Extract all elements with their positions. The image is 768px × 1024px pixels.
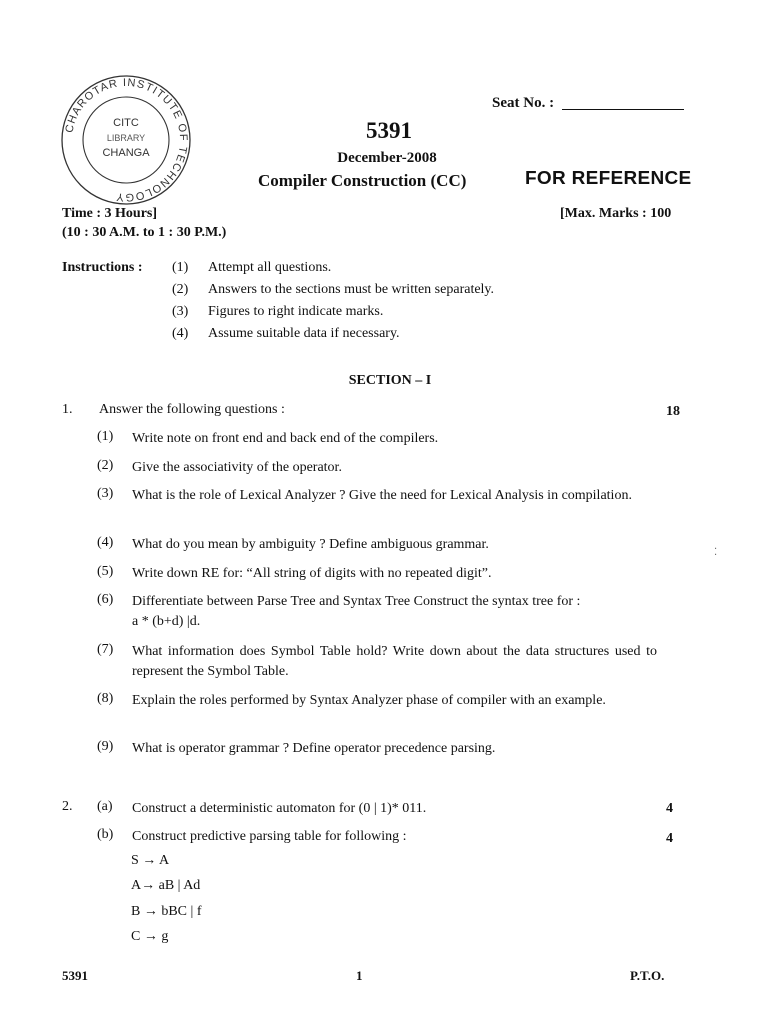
seat-label: Seat No. : bbox=[492, 95, 555, 111]
section-heading: SECTION – I bbox=[348, 373, 432, 388]
subject-title: Compiler Construction (CC) bbox=[258, 171, 467, 190]
stamp-line-1: CITC bbox=[113, 117, 139, 129]
stamp-ring-text: CHAROTAR INSTITUTE OF TECHNOLOGY bbox=[63, 76, 190, 204]
scan-speck: ⁚ bbox=[714, 547, 718, 558]
grammar-rule: B → bBC | f bbox=[131, 904, 202, 919]
question-text: Answer the following questions : bbox=[99, 402, 285, 417]
question-marks: 4 bbox=[666, 831, 673, 846]
reference-stamp: FOR REFERENCE bbox=[525, 168, 692, 189]
instructions-label: Instructions : bbox=[62, 260, 143, 275]
exam-date: December-2008 bbox=[337, 150, 437, 166]
exam-timing: (10 : 30 A.M. to 1 : 30 P.M.) bbox=[62, 225, 227, 240]
grammar-rule: C → g bbox=[131, 929, 169, 944]
seat-number-field bbox=[492, 95, 684, 112]
grammar-rule: S → A bbox=[131, 853, 170, 868]
instruction-item: (3) Figures to right indicate marks. bbox=[172, 304, 384, 319]
grammar-rule: A→ aB | Ad bbox=[131, 878, 201, 893]
question-number: 1. bbox=[62, 402, 73, 417]
paper-code: 5391 bbox=[366, 118, 412, 143]
please-turn-over: P.T.O. bbox=[630, 968, 665, 983]
question-marks: 4 bbox=[666, 801, 673, 816]
page-number: 1 bbox=[356, 968, 363, 983]
exam-duration: Time : 3 Hours] bbox=[62, 206, 158, 221]
seat-line bbox=[562, 109, 684, 110]
max-marks: [Max. Marks : 100 bbox=[560, 206, 672, 221]
question-number: 2. bbox=[62, 799, 73, 814]
instruction-item: (1) Attempt all questions. bbox=[172, 260, 332, 275]
question-marks: 18 bbox=[666, 404, 680, 419]
footer-paper-code: 5391 bbox=[62, 968, 88, 983]
stamp-line-3: CHANGA bbox=[102, 147, 150, 159]
instruction-item: (2) Answers to the sections must be written separately. bbox=[172, 282, 495, 297]
instruction-item: (4) Assume suitable data if necessary. bbox=[172, 326, 400, 341]
stamp-line-2: LIBRARY bbox=[106, 133, 146, 143]
